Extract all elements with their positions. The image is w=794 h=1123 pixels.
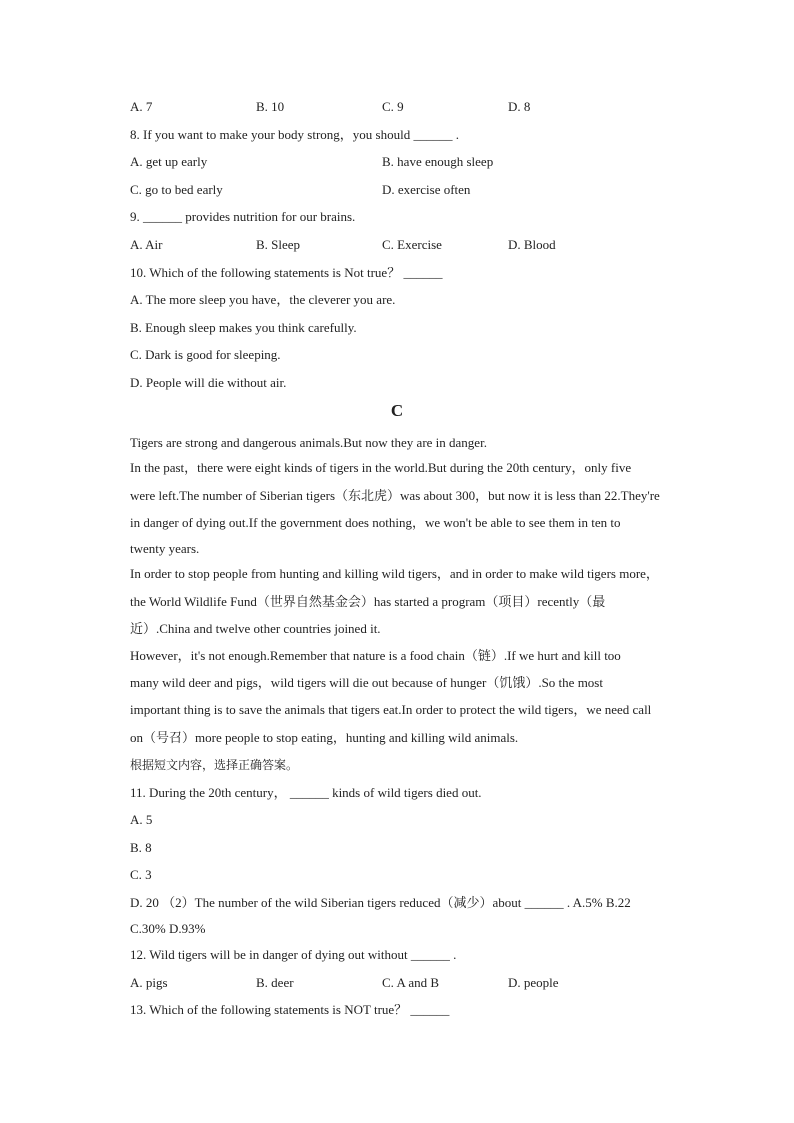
q11-option-d: D. 20 （2）The number of the wild Siberian tigers reduced（减少）about ______ . A.5% B.22 (130, 895, 631, 910)
section-title: C (390, 401, 404, 420)
passage-line: important thing is to save the animals that tigers eat.In order to protect the wild tigers，we need call (130, 702, 652, 717)
passage-line: were left.The number of Siberian tigers（东北虎）was about 300，but now it is less than 22.They're (130, 488, 660, 503)
q7-option-c: C. 9 (382, 99, 404, 114)
passage-line: the World Wildlife Fund（世界自然基金会）has started a program（项目）recently（最 (130, 594, 606, 609)
q12-option-b: B. deer (256, 975, 294, 990)
q7-option-a: A. 7 (130, 99, 153, 114)
q10-option-a: A. The more sleep you have，the cleverer you are. (130, 292, 396, 307)
q8-option-d: D. exercise often (382, 182, 471, 197)
q8-option-a: A. get up early (130, 154, 208, 169)
q7-option-b: B. 10 (256, 99, 285, 114)
q9-option-a: A. Air (130, 237, 163, 252)
q12-option-a: A. pigs (130, 975, 168, 990)
q11-option-b: B. 8 (130, 840, 152, 855)
q10-option-c: C. Dark is good for sleeping. (130, 347, 281, 362)
q11-option-c: C. 3 (130, 867, 152, 882)
q10-option-b: B. Enough sleep makes you think carefully. (130, 320, 357, 335)
q12-stem: 12. Wild tigers will be in danger of dying out without ______ . (130, 947, 457, 962)
q10-stem: 10. Which of the following statements is Not true？ ______ (130, 265, 443, 280)
passage-line: In order to stop people from hunting and killing wild tigers，and in order to make wild tigers more， (130, 566, 659, 581)
passage-line: In the past，there were eight kinds of tigers in the world.But during the 20th century，only five (130, 460, 632, 475)
q7-option-d: D. 8 (508, 99, 531, 114)
passage-line: many wild deer and pigs，wild tigers will die out because of hunger（饥饿）.So the most (130, 675, 603, 690)
instruction: 根据短文内容，选择正确答案。 (130, 758, 299, 772)
passage-line: Tigers are strong and dangerous animals.But now they are in danger. (130, 435, 487, 450)
q12-option-d: D. people (508, 975, 559, 990)
q11-option-a: A. 5 (130, 812, 153, 827)
q8-option-c: C. go to bed early (130, 182, 223, 197)
q9-stem: 9. ______ provides nutrition for our brains. (130, 209, 356, 224)
q11-stem: 11. During the 20th century， ______ kinds of wild tigers died out. (130, 785, 482, 800)
q8-option-b: B. have enough sleep (382, 154, 494, 169)
passage-line: twenty years. (130, 541, 200, 556)
q8-stem: 8. If you want to make your body strong，you should ______ . (130, 127, 459, 142)
passage-line: However，it's not enough.Remember that nature is a food chain（链）.If we hurt and kill too (130, 648, 621, 663)
passage-line: on（号召）more people to stop eating，hunting and killing wild animals. (130, 730, 519, 745)
q12-option-c: C. A and B (382, 975, 440, 990)
q9-option-b: B. Sleep (256, 237, 301, 252)
q11-option-d-cont: C.30% D.93% (130, 921, 206, 936)
passage-line: 近）.China and twelve other countries joined it. (130, 621, 381, 636)
q10-option-d: D. People will die without air. (130, 375, 287, 390)
q13-stem: 13. Which of the following statements is NOT true？ ______ (130, 1002, 450, 1017)
q9-option-c: C. Exercise (382, 237, 442, 252)
passage-line: in danger of dying out.If the government does nothing，we won't be able to see them in ten to (130, 515, 621, 530)
q9-option-d: D. Blood (508, 237, 556, 252)
